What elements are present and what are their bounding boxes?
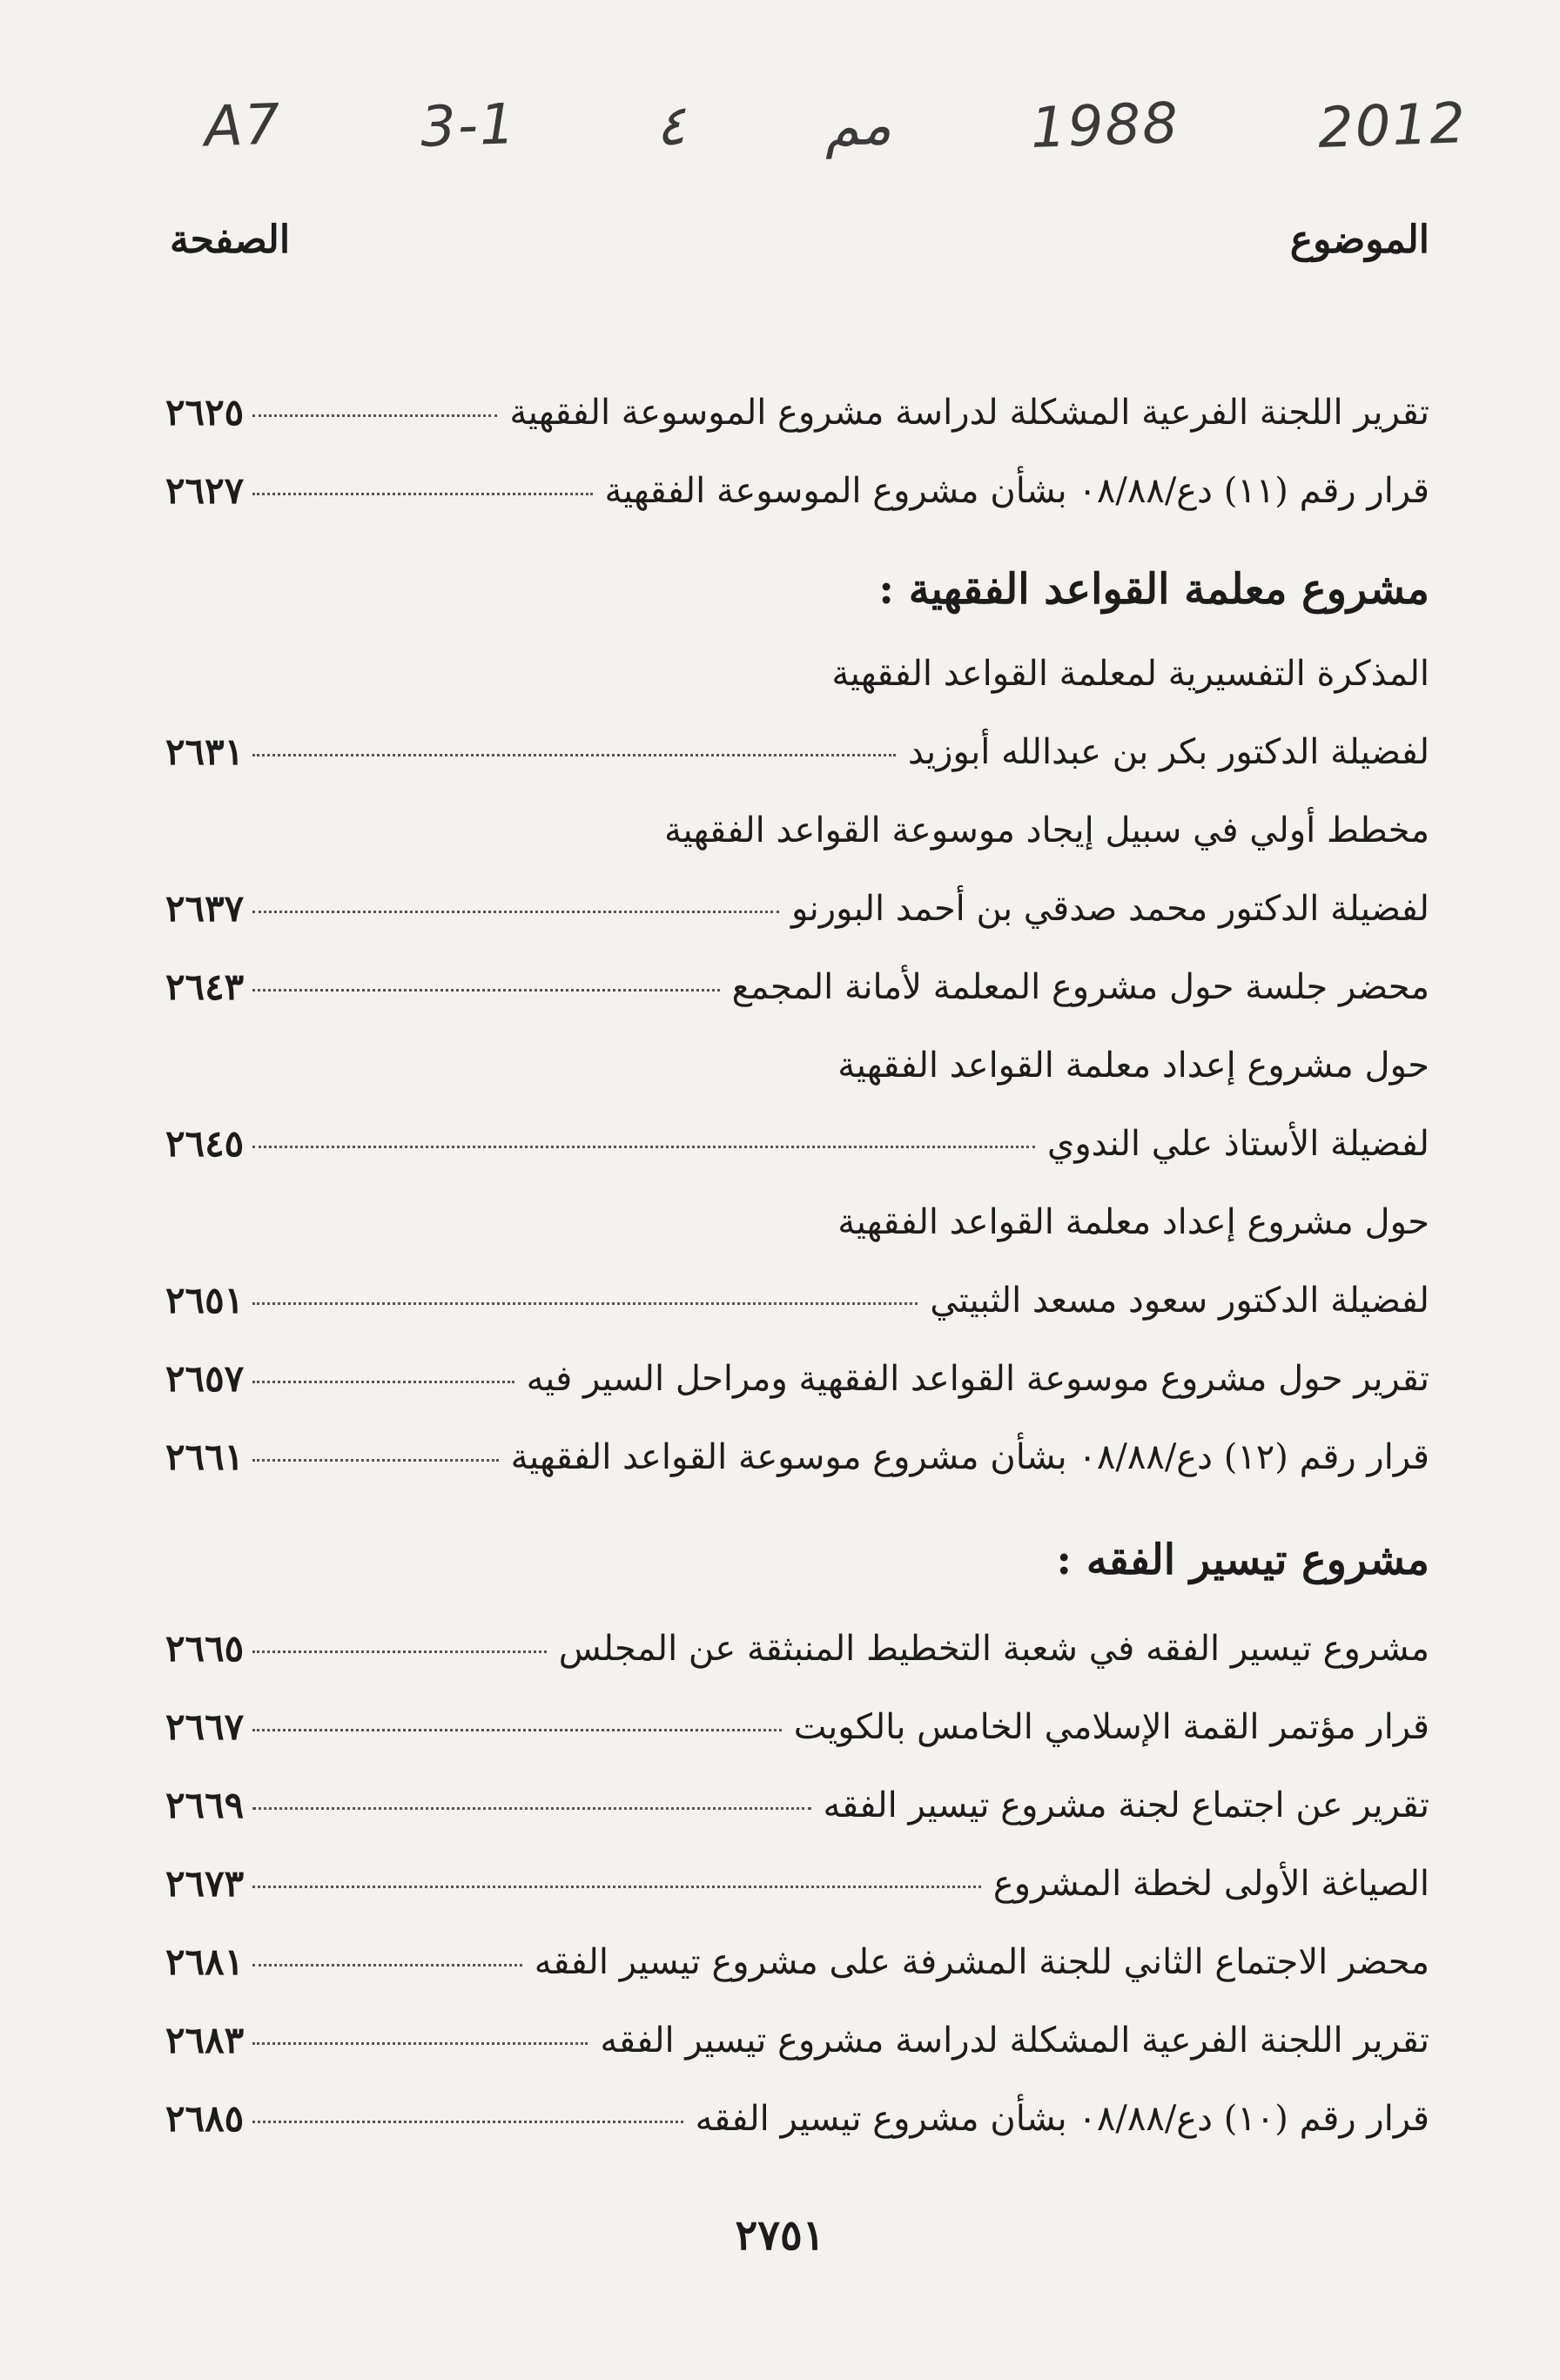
toc-entry — [165, 391, 1429, 434]
dot-leader — [252, 1302, 918, 1305]
toc-entry — [165, 965, 1429, 1008]
toc-entry — [165, 730, 1429, 773]
toc-entry-title: محضر جلسة حول مشروع المعلمة لأمانة المجمع — [731, 967, 1429, 1007]
page-column-header: الصفحة — [170, 218, 291, 262]
dot-leader — [252, 414, 497, 417]
dot-leader — [252, 1729, 782, 1731]
toc-entry — [165, 1627, 1429, 1670]
toc-entry-page: ٢٦٨٣ — [165, 2019, 245, 2061]
toc-entry-page: ٢٦٨٥ — [165, 2097, 245, 2140]
toc-entry — [165, 1357, 1429, 1400]
dot-leader — [252, 989, 720, 992]
handwritten-item3: ٤ — [654, 93, 687, 159]
section-heading: مشروع معلمة القواعد الفقهية : — [878, 565, 1429, 614]
toc-entry — [252, 1045, 1429, 1086]
toc-entry-page: ٢٦٦٥ — [165, 1627, 245, 1670]
toc-entry — [165, 1122, 1429, 1165]
dot-leader — [252, 1381, 514, 1383]
toc-entry-title: قرار رقم (١٢) دع/٠٨/٨٨ بشأن مشروع موسوعة القواعد الفقهية — [510, 1437, 1429, 1477]
toc-entry-page: ٢٦٦١ — [165, 1435, 245, 1478]
toc-entry-title: الصياغة الأولى لخطة المشروع — [992, 1864, 1429, 1904]
handwritten-right: 2012 — [1316, 91, 1469, 161]
toc-entry — [165, 2097, 1429, 2140]
dot-leader — [252, 911, 779, 913]
toc-entry-page: ٢٦٤٣ — [165, 965, 245, 1008]
toc-entry-title: تقرير عن اجتماع لجنة مشروع تيسير الفقه — [823, 1785, 1429, 1825]
toc-entry-title: تقرير اللجنة الفرعية المشكلة لدراسة مشروع تيسير الفقه — [600, 2020, 1429, 2061]
handwritten-year: 1988 — [1029, 91, 1180, 161]
handwritten-item4: مم — [823, 92, 893, 160]
toc-entry-page: ٢٦٢٧ — [165, 469, 245, 512]
toc-entry-title: قرار رقم (١١) دع/٠٨/٨٨ بشأن مشروع الموسوعة الفقهية — [604, 471, 1429, 511]
topic-column-header: الموضوع — [1289, 218, 1429, 262]
dot-leader — [252, 1651, 547, 1653]
dot-leader — [252, 1886, 981, 1888]
dot-leader — [252, 1807, 811, 1810]
toc-entry-title: لفضيلة الأستاذ علي الندوي — [1047, 1124, 1429, 1164]
toc-entry-title: المذكرة التفسيرية لمعلمة القواعد الفقهية — [831, 654, 1429, 694]
toc-entry — [165, 1435, 1429, 1478]
toc-entry — [165, 1940, 1429, 1983]
dot-leader — [252, 2042, 588, 2045]
dot-leader — [252, 1459, 499, 1462]
toc-entry — [165, 1705, 1429, 1748]
toc-entry — [165, 469, 1429, 512]
dot-leader — [252, 754, 896, 756]
toc-entry-page: ٢٦٢٥ — [165, 391, 245, 434]
toc-entry-title: محضر الاجتماع الثاني للجنة المشرفة على مشروع تيسير الفقه — [534, 1942, 1429, 1982]
toc-entry — [165, 2019, 1429, 2061]
toc-entry — [252, 1201, 1429, 1243]
toc-entry-page: ٢٦٣١ — [165, 730, 245, 773]
toc-entry — [165, 1862, 1429, 1905]
handwritten-item2: 3-1 — [419, 92, 518, 160]
toc-entry-page: ٢٦٦٧ — [165, 1705, 245, 1748]
toc-entry-title: مشروع تيسير الفقه في شعبة التخطيط المنبثقة عن المجلس — [558, 1629, 1429, 1669]
dot-leader — [252, 493, 593, 495]
toc-entry — [165, 1784, 1429, 1826]
toc-entry-page: ٢٦٣٧ — [165, 887, 245, 930]
toc-entry-page: ٢٦٥٧ — [165, 1357, 245, 1400]
toc-entry — [252, 810, 1429, 851]
section-heading: مشروع تيسير الفقه : — [1056, 1536, 1429, 1584]
toc-entry-title: تقرير اللجنة الفرعية المشكلة لدراسة مشروع الموسوعة الفقهية — [509, 393, 1429, 433]
toc-entry — [165, 1279, 1429, 1321]
toc-entry-title: قرار مؤتمر القمة الإسلامي الخامس بالكويت — [793, 1707, 1429, 1747]
toc-entry-page: ٢٦٥١ — [165, 1279, 245, 1321]
page-number: ٢٧٥١ — [735, 2211, 825, 2260]
toc-entry-title: لفضيلة الدكتور بكر بن عبدالله أبوزيد — [908, 732, 1429, 772]
toc-entry-title: تقرير حول مشروع موسوعة القواعد الفقهية ومراحل السير فيه — [526, 1359, 1429, 1399]
toc-entry-title: قرار رقم (١٠) دع/٠٨/٨٨ بشأن مشروع تيسير الفقه — [695, 2099, 1429, 2139]
dot-leader — [252, 1146, 1035, 1148]
toc-entry — [165, 887, 1429, 930]
toc-entry-page: ٢٦٨١ — [165, 1940, 245, 1983]
toc-entry-title: حول مشروع إعداد معلمة القواعد الفقهية — [837, 1045, 1429, 1086]
toc-entry-page: ٢٦٧٣ — [165, 1862, 245, 1905]
toc-entry-page: ٢٦٦٩ — [165, 1784, 245, 1826]
dot-leader — [252, 1964, 522, 1967]
toc-entry-title: لفضيلة الدكتور سعود مسعد الثبيتي — [930, 1281, 1429, 1321]
toc-entry-title: مخطط أولي في سبيل إيجاد موسوعة القواعد الفقهية — [664, 810, 1429, 850]
toc-entry-title: لفضيلة الدكتور محمد صدقي بن أحمد البورنو — [790, 889, 1429, 929]
handwritten-annotation — [205, 87, 1467, 165]
toc-entry — [252, 653, 1429, 695]
toc-entry-title: حول مشروع إعداد معلمة القواعد الفقهية — [837, 1202, 1429, 1242]
handwritten-left: A7 — [203, 92, 283, 160]
toc-entry-page: ٢٦٤٥ — [165, 1122, 245, 1165]
dot-leader — [252, 2121, 683, 2123]
